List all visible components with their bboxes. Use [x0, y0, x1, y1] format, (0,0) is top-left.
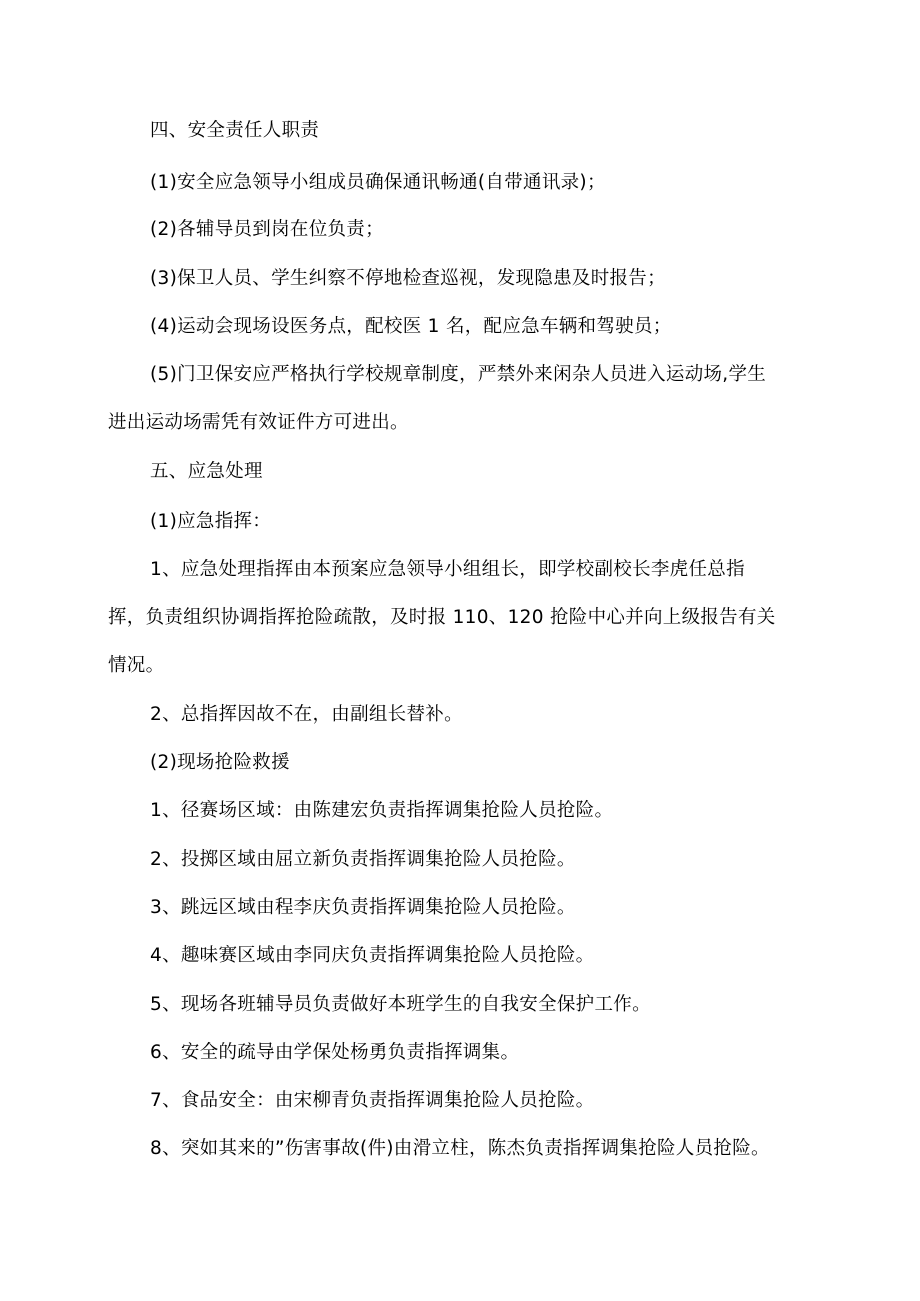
subheading-rescue: (2)现场抢险救援	[150, 752, 290, 773]
paragraph-line: 3、跳远区域由程李庆负责指挥调集抢险人员抢险。	[150, 897, 576, 918]
paragraph-line: 4、趣味赛区域由李同庆负责指挥调集抢险人员抢险。	[150, 945, 595, 966]
paragraph-line: (1)安全应急领导小组成员确保通讯畅通(自带通讯录)；	[150, 172, 606, 193]
paragraph-line: 1、应急处理指挥由本预案应急领导小组组长，即学校副校长李虎任总指	[150, 559, 745, 580]
paragraph-line: 6、安全的疏导由学保处杨勇负责指挥调集。	[150, 1042, 520, 1063]
paragraph-line-continued: 进出运动场需凭有效证件方可进出。	[108, 412, 409, 433]
paragraph-line-continued: 情况。	[108, 655, 165, 676]
paragraph-line: 2、投掷区域由屈立新负责指挥调集抢险人员抢险。	[150, 849, 576, 870]
paragraph-line: 2、总指挥因故不在，由副组长替补。	[150, 704, 463, 725]
paragraph-line: 1、径赛场区域：由陈建宏负责指挥调集抢险人员抢险。	[150, 800, 614, 821]
paragraph-line: (3)保卫人员、学生纠察不停地检查巡视，发现隐患及时报告；	[150, 268, 666, 289]
paragraph-line: 7、食品安全：由宋柳青负责指挥调集抢险人员抢险。	[150, 1090, 595, 1111]
section-heading-safety-duties: 四、安全责任人职责	[150, 120, 320, 141]
paragraph-line: (2)各辅导员到岗在位负责；	[150, 219, 384, 240]
paragraph-line-continued: 挥，负责组织协调指挥抢险疏散，及时报 110、120 抢险中心并向上级报告有关	[108, 607, 776, 628]
paragraph-line: (5)门卫保安应严格执行学校规章制度，严禁外来闲杂人员进入运动场,学生	[150, 364, 767, 385]
subheading-command: (1)应急指挥：	[150, 511, 272, 532]
section-heading-emergency: 五、应急处理	[150, 461, 263, 482]
paragraph-line: (4)运动会现场设医务点，配校医 1 名，配应急车辆和驾驶员；	[150, 316, 672, 337]
paragraph-line: 8、突如其来的”伤害事故(件)由滑立柱，陈杰负责指挥调集抢险人员抢险。	[150, 1138, 770, 1159]
paragraph-line: 5、现场各班辅导员负责做好本班学生的自我安全保护工作。	[150, 994, 651, 1015]
